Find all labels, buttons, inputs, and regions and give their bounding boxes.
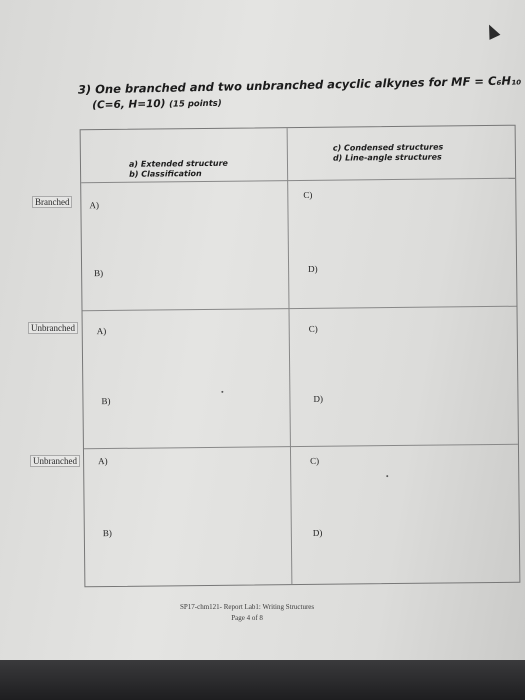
cell-b-unbranched-2: B) — [102, 527, 112, 539]
cell-d-unbranched-1: D) — [313, 393, 324, 404]
row-label-unbranched-1: Unbranched — [28, 322, 78, 334]
cell-d-unbranched-2: D) — [312, 527, 323, 538]
cell-a-unbranched-2: A) — [98, 456, 108, 467]
cell-b-unbranched-1: B) — [101, 395, 111, 407]
monitor-bezel — [0, 660, 525, 700]
stray-mark — [221, 391, 223, 393]
question-points: (15 points) — [169, 98, 222, 110]
answer-table — [80, 125, 521, 588]
table-row-divider — [84, 444, 518, 450]
row-label-unbranched-2: Unbranched — [30, 455, 80, 467]
cell-d-branched: D) — [308, 263, 318, 274]
document-page — [30, 52, 522, 652]
header-right — [333, 142, 444, 163]
stray-mark — [386, 475, 388, 477]
header-left — [129, 159, 228, 180]
question-title: 3) One branched and two unbranched acyclic alkynes for MF = C₆H₁₀ — [77, 73, 522, 97]
header-classification: b) Classification — [129, 169, 202, 179]
cell-b-branched: B) — [94, 268, 104, 279]
header-condensed-structures: c) Condensed structures — [332, 142, 444, 153]
question-heading — [78, 73, 522, 111]
table-row-divider — [83, 306, 517, 312]
page-footer — [180, 602, 314, 624]
cell-c-branched: C) — [303, 189, 313, 200]
table-column-divider — [287, 128, 293, 584]
cell-c-unbranched-1: C) — [308, 323, 318, 334]
question-formula-note: (C=6, H=10) — [92, 97, 166, 112]
row-label-branched: Branched — [32, 196, 72, 208]
footer-page-number: Page 4 of 8 — [231, 614, 263, 622]
header-extended-structure: a) Extended structure — [128, 158, 228, 169]
cell-a-branched: A) — [89, 200, 99, 211]
header-line-angle-structures: d) Line-angle structures — [332, 152, 442, 163]
footer-title: SP17-chm121- Report Lab1: Writing Structures — [180, 603, 315, 611]
cell-c-unbranched-2: C) — [310, 455, 320, 466]
cell-a-unbranched-1: A) — [96, 326, 107, 337]
